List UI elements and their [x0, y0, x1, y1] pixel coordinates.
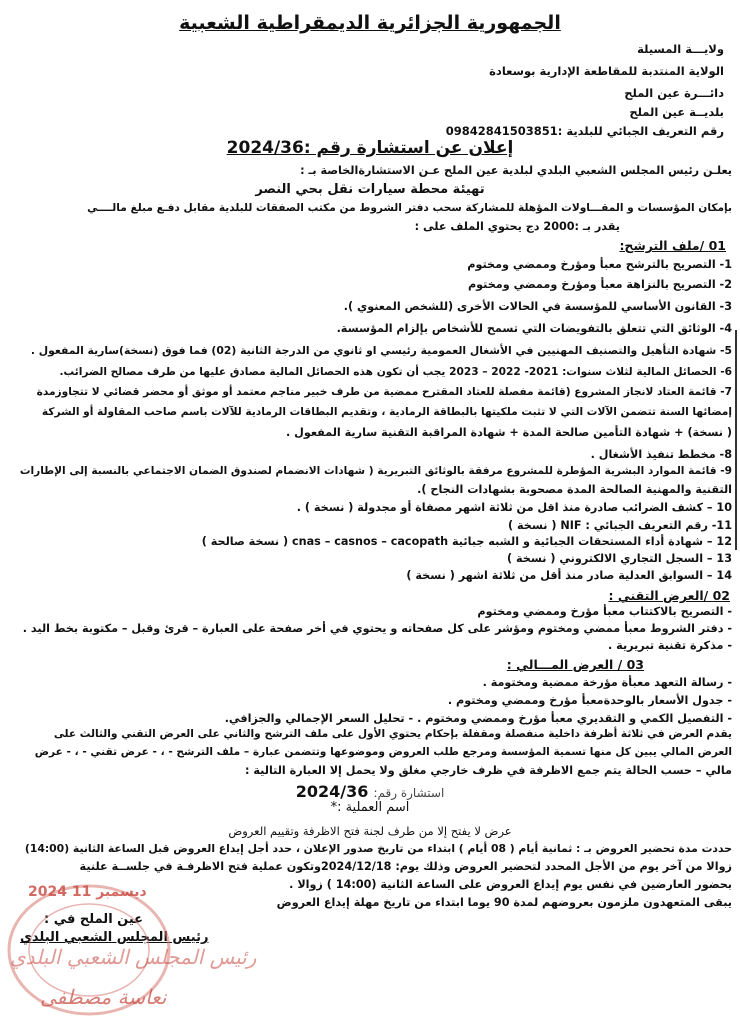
list-item: 3- القانون الأساسي للمؤسسة في الحالات الأخرى (للشخص المعنوي ). — [343, 300, 732, 313]
submission-line: يقدم العرض في ثلاثة أظرفة داخلية منفصلة ومقفلة بإحكام يحتوي الأول على ملف الترشح والثاني على العرض التقني والثالث على — [53, 728, 732, 740]
list-item: 2- التصريح بالنزاهة معبأ ومؤرخ وممضي ومختوم — [467, 278, 732, 291]
list-item: - مذكرة تقنية تبريرية . — [608, 639, 732, 652]
submission-line: مالي – حسب الحالة يتم جمع الاظرفة في ظرف خارجي مغلق ولا يحمل إلا العبارة التالية : — [245, 764, 732, 777]
deadline-line: يبقى المتعهدون ملزمون بعروضهم لمدة 90 يوما ابتداء من تاريخ مهلة إيداع العروض — [276, 896, 732, 909]
tax-id-label: رقم التعريف الجبائي للبلدية :09842841503851 — [445, 124, 724, 138]
wilaya-label: ولايـــة المسيلة — [637, 42, 724, 56]
section-2-heading: 02 /العرض التقني : — [608, 588, 730, 603]
section-1-heading: 01 /ملف الترشح: — [619, 238, 726, 253]
deadline-line: بحضور العارضين في نفس يوم إيداع العروض على الساعة الثانية (14:00 ) زوالا . — [289, 878, 732, 891]
deadline-line: حددت مدة تحضير العروض بـ : ثمانية أيام ( 08 أيام ) ابتداء من تاريخ صدور الإعلان ، حدد أجل إيداع العروض قبل الساعة الثانية (14:00) — [24, 842, 732, 855]
list-item: 7- قائمة العتاد لانجاز المشروع (قائمة مفصلة للعتاد المقترح ممضية من طرف خبير مناجم معتمد أو موثق أو محضر قضائي لا تتجاوزمدة — [36, 386, 732, 398]
list-item: 11- رقم التعريف الجبائي : NIF ( نسخة ) — [507, 519, 732, 532]
list-item: 5- شهادة التأهيل والتصنيف المهنيين في الأشغال العمومية رئيسي او ثانوي من الدرجة الثانية (02) فما فوق (نسخة)سارية المفعول . — [30, 344, 732, 357]
invite-line-2: يقدر بـ :2000 دج يحتوي الملف على : — [414, 220, 620, 233]
signature-title: رئيس المجلس الشعبي البلدي — [20, 930, 209, 945]
list-item: إمضائها السنة تتضمن الآلات التي لا تثبت ملكيتها بالبطاقة الرمادية ، وتقديم البطاقات الرمادية للآلات باسم صاحب المقاولة أو الشركة — [41, 406, 732, 418]
list-item: ( نسخة) + شهادة التأمين صالحة المدة + شهادة المراقبة التقنية سارية المفعول . — [285, 426, 732, 439]
list-item: 12 – شهادة أداء المستحقات الجبائية و الشبه جبائية cnas – casnos – cacopath ( نسخة صالحة ) — [201, 535, 732, 548]
list-item: - جدول الأسعار بالوحدةمعبأ مؤرخ وممضي ومختوم . — [447, 694, 732, 707]
signature: نعاسة مصطفى — [40, 985, 167, 1009]
section-3-heading: 03 / العرض المـــالي : — [506, 657, 644, 672]
invite-line-1: بإمكان المؤسسات و المقـــاولات المؤهلة للمشاركة سحب دفتر الشروط من مكتب الصفقات للبلدية مقابل دفـع مبلغ مالــــي — [87, 202, 732, 214]
commune-label: بلديــة عين الملح — [629, 105, 724, 119]
list-item: 8- مخطط تنفيذ الأشغال . — [590, 448, 732, 461]
project-title: تهيئة محطة سيارات نقل بحي النصر — [255, 182, 485, 197]
deadline-line: زوالا من آخر يوم من الأجل المحدد لتحضير العروض وذلك يوم: 2024/12/18وتكون عملية فتح الاظرفـة في جلســة علنية — [79, 860, 732, 873]
announcement-intro: يعلـن رئيس المجلس الشعبي البلدي لبلدية عين الملح عـن الاستشارةالخاصة بـ : — [300, 164, 732, 177]
list-item: - رسالة التعهد معبأة مؤرخة ممضية ومختومة . — [482, 676, 732, 689]
list-item: 13 – السجل التجاري الالكتروني ( نسخة ) — [507, 552, 732, 565]
list-item: 4- الوثائق التي تتعلق بالتفويضات التي تسمح للأشخاص بإلزام المؤسسة. — [336, 322, 732, 335]
envelope-reference — [0, 782, 740, 801]
list-item: 14 – السوابق العدلية صادر منذ أقل من ثلاثة اشهر ( نسخة ) — [406, 569, 732, 582]
list-item: التقنية والمهنية الصالحة المدة مصحوبة بشهادات النجاح ). — [417, 483, 732, 496]
republic-title: الجمهورية الجزائرية الديمقراطية الشعبية — [179, 12, 561, 34]
operation-label: اسم العملية :* — [330, 800, 410, 815]
envelope-notice: عرض لا يفتح إلا من طرف لجنة فتح الاظرفة وتقييم العروض — [228, 824, 512, 838]
stamp-text: رئيس المجلس الشعبي البلدي — [10, 945, 257, 969]
list-item: - التفصيل الكمي و التقديري معبأ مؤرخ وممضي ومختوم . - تحليل السعر الإجمالي والجزافي. — [224, 712, 732, 725]
list-item: - دفتر الشروط معبأ ممضي ومختوم ومؤشر على كل صفحاته و يحتوي في أخر صفحة على العبارة – قرئ وقبل – مكتوبة بخط اليد . — [22, 622, 732, 635]
list-item: - التصريح بالاكتتاب معبأ مؤرخ وممضي ومختوم — [477, 605, 732, 618]
list-item: 9- قائمة الموارد البشرية المؤطرة للمشروع مرفقة بالوثائق التبريرية ( شهادات الانضمام لصندوق الضمان الاجتماعي بالنسبة إلى الإطارات — [19, 465, 732, 477]
announcement-title: إعلان عن استشارة رقم :2024/36 — [226, 138, 514, 158]
stamp-date: 2024 ديسمبر 11 — [28, 884, 147, 900]
scan-edge-line — [735, 330, 737, 550]
list-item: 6- الحصائل المالية لثلاث سنوات: 2021- 2022 – 2023 يجب أن تكون هذه الحصائل المالية مصادق عليها من طرف مصالح الضرائب. — [59, 366, 732, 378]
signature-place: عين الملح في : — [44, 912, 144, 927]
daira-label: دائـــرة عين الملح — [624, 86, 724, 100]
submission-line: العرض المالي يبين كل منها تسمية المؤسسة ومرجع طلب العروض وموضوعها وتتضمن عبارة – ملف الترشح - ، - عرض تقني - ، - عرض — [34, 746, 732, 758]
delegated-wilaya-label: الولاية المنتدبة للمقاطعة الإدارية بوسعادة — [489, 64, 724, 78]
list-item: 10 – كشف الضرائب صادرة منذ اقل من ثلاثة اشهر مصفاة أو مجدولة ( نسخة ) . — [296, 501, 732, 514]
list-item: 1- التصريح بالترشح معبأ ومؤرخ وممضي ومختوم — [467, 258, 732, 271]
consult-number: 2024/36 — [295, 782, 369, 801]
consult-label: استشارة رقم: — [373, 786, 445, 800]
